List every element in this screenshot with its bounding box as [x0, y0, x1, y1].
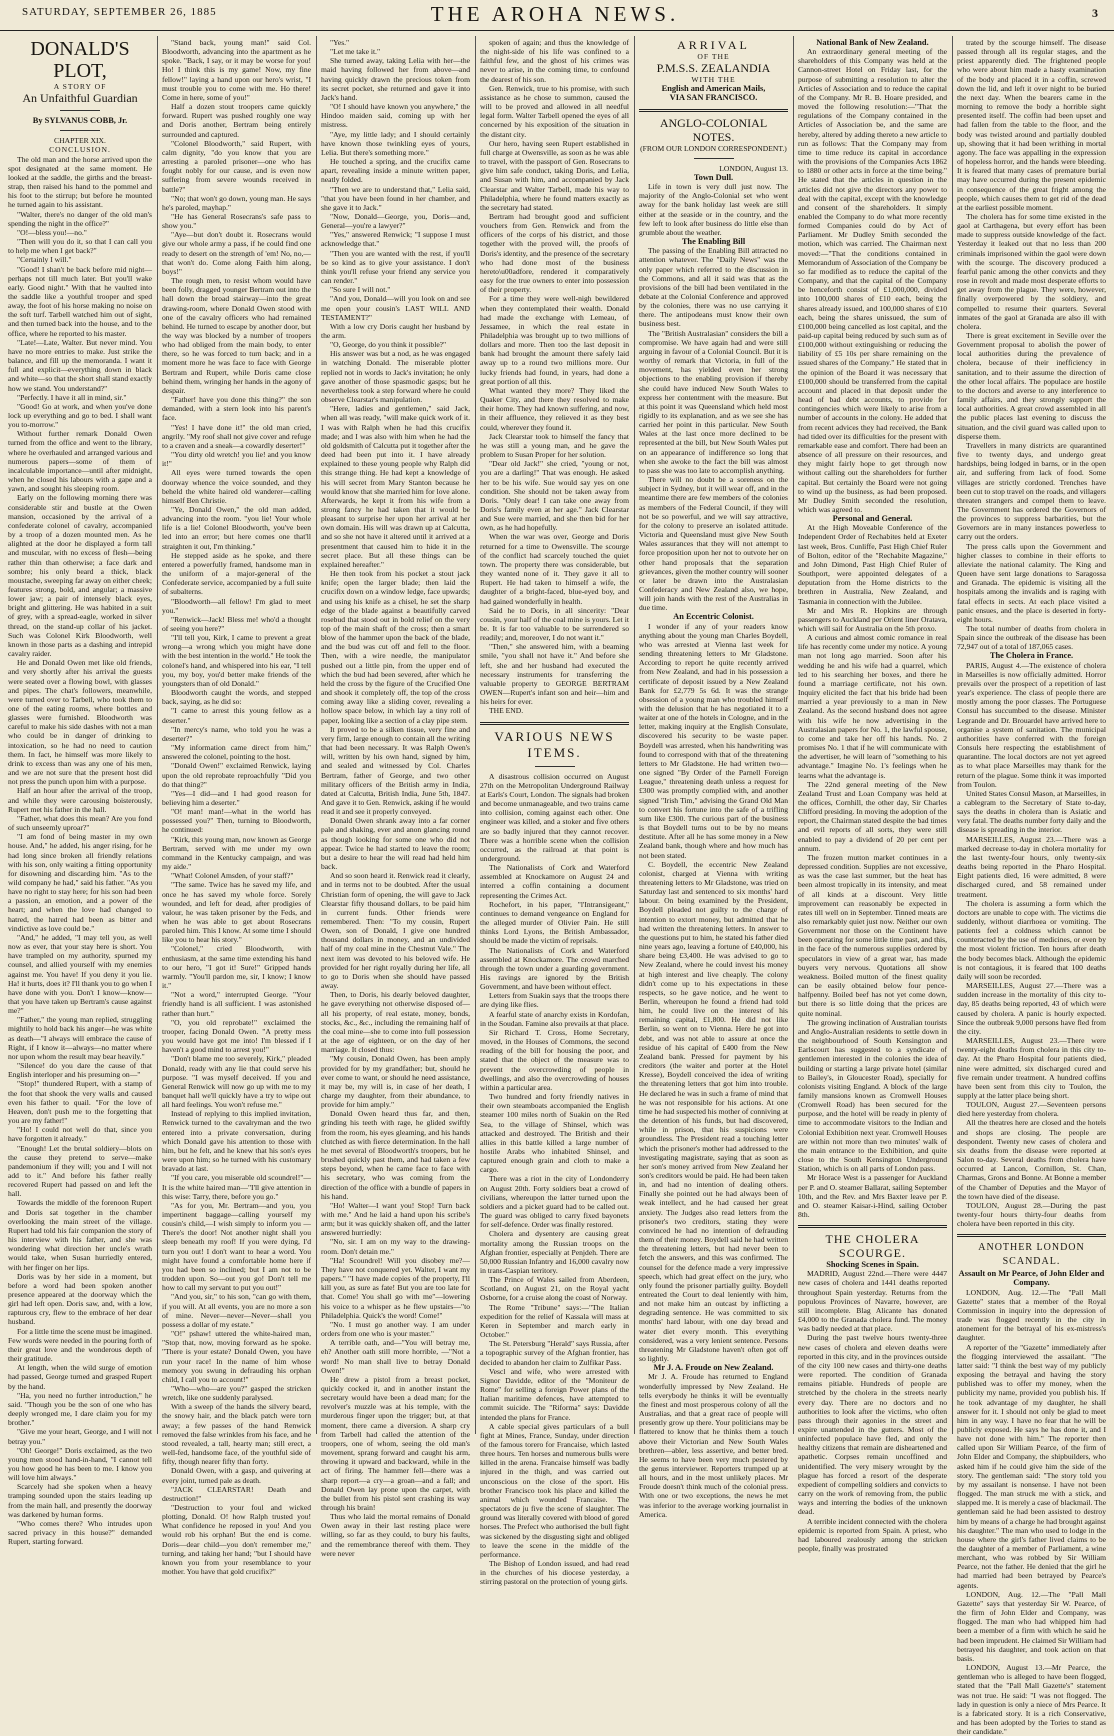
paragraph: Said he to Doris, in all sincerity: "Dear cousin, your half of the coal mine is yours. Let it be. It is far too valuable to be surrendered so readily; and, moreover, I do not want it." [480, 605, 629, 643]
section-body [639, 622, 788, 1364]
column-rule [793, 36, 794, 1434]
paragraph: When the war was over, George and Doris returned for a time to Owensville. The scourge of the conflict had scarcely touched the quiet town. The property there was considerable, but they wanted none of it. They gave it all to Rupert. He had taken to himself a wife, the daughter of a bright-faced, blue-eyed boy, and had gained wonderfully in health. [480, 532, 629, 606]
paragraph: A disastrous collision occurred on August 27th on the Metropolitan Underground Railway at Earls's Court, London. The signals had broken and become unmanageable, and two trains came into collision, coming against each other. One engineer was killed, and a stoker and five others are so badly injured that they cannot recover. There was a horrible scene when the collision occurred, as the railroad at that point is underground. [480, 771, 629, 863]
paragraph: "Colonel," cried Bloodworth, with enthusiasm, at the same time extending his hand to our hero, "I got it! Sure!" Gripped hands warmly. "You'll pardon me, sir, I know; I know it." [162, 944, 311, 991]
paragraph: "I am fond of being master in my own house. And," he added, his anger rising, for he had long since broken all friendly relations with his son, only waiting a fitting opportunity for disowning and discarding him. "As to the wild company he had," said his father. "As you have no right to stay here; for his son had been a passion, an emotion, and a power of the heart; and when the love had changed to hatred, the hatred had been as bitter and vindictive as love could be." [8, 832, 152, 933]
paragraph: He touched a spring, and the crucifix came apart, revealing inside a minute written paper, neatly folded. [321, 157, 470, 185]
paragraph: "Then will you do it, so that I can call you to help me when I get back?" [8, 237, 152, 256]
paragraph: The growing inclination of Australian tourists and Anglo-Australian residents to settle down in the neighbourhood of South Kensington and Earlscourt has suggested to a syndicate of gentlemen interested in the colonies the idea of building or starting a large private hotel (similar to Bailey's, in Gloucester Road), specially for colonists visiting England. A block of the large family mansions known as Cromwell Houses (Cromwell Road) has been secured for the purpose, and the hotel will be ready in plenty of time to accommodate visitors to the Indian and Colonial Exhibition next year. Cromwell Houses are within not more than two minutes' walk of the main entrance to the Exhibition, and quite close to the South Kensington Underground Station, which is on all parts of London pass. [798, 1017, 947, 1174]
paragraph: The 22nd general meeting of the New Zealand Trust and Loan Company was held at the offices, Cornhill, the other day, Sir Charles Clifford presiding. In moving the adoption of the report, the Chairman stated despite the bad times and evil reports of all sorts, they were still enabled to pay a dividend of 20 per cent per annum. [798, 779, 947, 853]
story-body [8, 155, 152, 1547]
paragraph: There was a riot in the city of Londonderry on August 20th. Forty soldiers beat a crowd of civilians, whereupon the latter turned upon the soldiers and a picket guard had to be called out. The guard was obliged to carry fixed bayonets for self-defence. Order was finally restored. [480, 1174, 629, 1230]
paragraph: He stepped aside as he spoke, and there entered a powerfully framed, handsome man in the uniform of a major-general of the Confederate service, accompanied by a full suite of subalterns. [162, 550, 311, 597]
mails-heading: English and American Mails, [661, 84, 766, 94]
paragraph: Two hundred and forty friendly natives in their own steamboats accompanied the English steamer 100 miles north of Suakin on the Red Sea, to the village of Shinsel, which was attacked and destroyed. The British and their allies in this battle killed a large number of hostile Arabs who inhabited Shinsel, and captured enough grain and cloth to make a cargo. [480, 1092, 629, 1175]
cholera-body-continued [957, 38, 1106, 651]
paragraph: "No, sir. I am on my way to the drawing-room. Don't detain me." [321, 1237, 470, 1256]
section-heading: An Eccentric Colonist. [673, 612, 754, 622]
paragraph: The old man and the horse arrived upon the spot designated at the same moment. He looked at the saddle, the girths and the breast-strap, then raised his hand to the pommel and his foot to the stirrup; but before he mounted he turned again to his assistant. [8, 154, 152, 210]
paragraph: "No; that won't go down, young man. He says he's paroled, mayhap." [162, 193, 311, 212]
paragraph: Bloodworth caught the words, and stepped back, saying, as he did so: [162, 688, 311, 707]
paragraph: "My cousin, Donald Owen, has been amply provided for by my grandfather; but, should he ever come to want, or should he need assistance, it may be, my will is, in case of her death, I charge my daughter, from their abundance, to provide for him amply." [321, 1054, 470, 1110]
story-ending [480, 38, 629, 716]
paragraph: For a little time the scene must be imagined. Few words were needed in the pouring forth of their great love and the wonderous depth of their gratitude. [8, 1326, 152, 1364]
paragraph: "O!" pshaw! uttered the white-haired man, "Stop that, now, moving forward as he spoke. "There is your estate? Donald Owen, you have run your race! In the name of him whose memory you swung in defrauding his orphan child, I call you to account!" [162, 1329, 311, 1384]
paragraph: The press calls upon the Government and higher classes to combine in their efforts to alleviate the national calamity. The King and Queen have sent large donations to Saragossa and Granada. The epidemic is visiting all the hospitals among the invalids and is raging with fatal effects in sects. At each place visited a panic ensues, and the place is deserted in forty-eight hours. [957, 541, 1106, 624]
paragraph: "Certainly I will." [17, 255, 72, 265]
column-5 [639, 38, 788, 1519]
paragraph: A curious and almost comic romance in real life has recently come under my notice. A young man not long ago married. Soon after his wedding he and his wife had a quarrel, which led to his searching her boxes, and there he found a marriage certificate, not his own. Inquiry elicited the fact that his bride had been married a year previously to a man in New Zealand. As the second husband does not agree with his wife he now advertising in the Australasian papers for No. 1, the lawful spouse, to come and take her off his hands. No. 2 promises No. 1 that if he will communicate with the advertiser, he will learn of "something to his advantage." Imagine No. 1's feelings when he learns what the advantage is. [798, 633, 947, 780]
section-heading: The Cholera in France. [989, 651, 1074, 661]
paragraph: "Who comes there? Who intrudes upon sacred privacy in this house?" demanded Rupert, starting forward. [8, 1518, 152, 1547]
paragraph: Jack Clearstar took to himself the fancy that he was still a young man, and he gave the problem to Susan Proper for her solution. [480, 431, 629, 460]
paragraph: The cholera is assuming a form which the doctors are unable to cope with. The victims die suddenly, without diarrhoea or vomiting. The patients feel a coldness which cannot be counteracted by the use of medicines, or even by the most violent friction. Ten hours after death the body becomes black. Although the epidemic is not contagious, it is feared that 100 deaths daily will soon be recorded. [957, 898, 1106, 981]
paragraph: Mr and Mrs R. Hopkins are through passengers to Auckland per Orient liner Oratava, which will sail for Australia on the 5th proxo. [798, 605, 947, 633]
column-rule [952, 36, 953, 1434]
paragraph: MARSEILLES, August 23.—There were twenty-eight deaths from cholera in this city to-day. At the Pharo Hospital four patients died, nine were admitted, six discharged cured and five remain under treatment. A hundred coffins have been sent from this city to Toulon, the supply at the latter place being short. [957, 1036, 1106, 1100]
paragraph: "And," he added, "I may tell you, as well now as ever, that your stay here is short. You have trampled on my authority, spurned my counsel, and allied yourself with my enemies against me. You have! If you deny it you lie. Ha! it hurts, does it? I'll thank you to go when I have done with you. Don't I know—know—that you have taken up Bertram's cause against me?" [8, 932, 152, 1016]
paragraph: All the theatres here are closed and the hotels and shops are closing. The people are despondent. Twenty new cases of cholera and six deaths from the disease were reported at Salon to-day. Several deaths from cholera have occurred at Lancon, Cornillon, St. Chan, Charmas, Grons and Bonne. At Bonne a member of the Chamber of Deputies and the Mayor of the town have died of the disease. [957, 1118, 1106, 1201]
paragraph: MARSEILLES, August 27.—There was a sudden increase in the mortality of this city to-day, 85 deaths being reported, 43 of which were caused by cholera. A panic is hourly expected. Since the outbreak 9,000 persons have fled from the city. [957, 981, 1106, 1036]
paragraph: "Good! Go at work, and when you've done lock up everything and go to bed. I shall want you to-morrow." [8, 401, 152, 430]
paragraph: LONDON, August 13.—Mr Pearce, the gentleman who is alleged to have been flogged, stated that the "Pall Mall Gazette's" statement was not true. He said: "I was not flogged. The lady in question is only a niece of Mrs Pearce. It is a fabricated story. It is a rich Conservative, and has been adopted by the Tories to stand as their candidate." [957, 1663, 1106, 1736]
paragraph: What wanted they more? They liked the Quaker City, and there they resolved to make their home. They had known suffering, and now, in their affluence, they relieved it as they best could, wherever they found it. [480, 385, 629, 432]
paragraph: The total number of deaths from cholera in Spain since the outbreak of the disease has been 72,947 out of a total of 187,065 cases. [957, 624, 1106, 652]
chapter-subheading: CONCLUSION. [49, 145, 111, 155]
paragraph: Letters from Suakin says that the troops there are dying like flies. [480, 991, 629, 1010]
paragraph: The Prince of Wales sailed from Aberdeen, Scotland, on August 21, on the Royal yacht Osborne, for a cruise along the coast of Norway. [480, 1275, 629, 1303]
masthead-date: SATURDAY, SEPTEMBER 26, 1885 [22, 6, 217, 18]
paragraph: "JACK CLEARSTAR! Death and destruction!" [162, 1484, 311, 1503]
story-title: DONALD'S PLOT, [30, 38, 130, 82]
paragraph: "Then," she answered him, with a beaming smile, "you shall not have it." And before she left, she and her husband had executed the necessary instruments for transferring the valuable property to GEORGE BERTRAM OWEN—Rupert's infant son and heir—him and his heirs for ever. [480, 642, 629, 707]
paragraph: Early on the following morning there was considerable stir and bustle at the Owen mansion, occasioned by the arrival of a confederate colonel of cavalry, accompanied by a troop of a dozen mounted men. As he alighted at the door he displayed a form tall and muscular, with no excess of flesh—being rather thin than otherwise; a face dark and sombre; his only beard a thick, black moustache, sweeping far away on either cheek; features strong, bold, and angular; a massive lower jaw; a pair of intensely black eyes, bright and glittering. He was habited in a suit of grey, with a spread-eagle, worked in silver thread, on the stand-up collar of his jacket. Such was Colonel Kirk Bloodworth, well known in those parts as a dashing and intrepid cavalry raider. [8, 493, 152, 659]
paragraph: LONDON, Aug. 12.—The "Pall Mall Gazette" says that yesterday Sir W. Pearce, of the firm of John Elder and Company, was flogged. The man who had whipped him had been a member of a firm with which he said he had been imprudent. He claimed Sir William had betrayed his daughter, and took action on that basis. [957, 1589, 1106, 1663]
paragraph: "He has General Rosecrans's safe pass to show you." [162, 211, 311, 231]
paragraph: The cholera has for some time existed in the gaol at Carthagena, but every effort has been made to suppress outside knowledge of the fact. Yesterday it leaked out that no less than 200 criminals imprisoned within the gaol were down with the scourge. The discovery produced a fearful panic among the other convicts and they rose in revolt and made most desperate efforts to get away from the plague. They were, however, finally overpowered by the soldiery, and compelled to resume their quarters. Several inmates of the gaol at Granada are also ill with cholera. [957, 211, 1106, 331]
paragraph: "What! Colonel Amsden, of your staff?" [171, 871, 294, 881]
paragraph: It proved to be a silken tissue, very fine and very firm, large enough to contain all the writing that had been necessary. It was Ralph Owen's will, written by his own hand, signed by him, and sealed and witnessed by Col. Charles Bertram, father of George, and two other military officers of the British army in India, dated at Calcutta, British India, June 5th, 1847. And gave it to Gen. Renwick, asking if he would read it and see it properly conveyed. [321, 724, 470, 817]
paragraph: Half a dozen stout troopers came quickly forward. Rupert was pushed roughly one way and Doris another, Bertram being entirely surrounded and captured. [162, 102, 311, 139]
paragraph: United States Consul Mason, at Marseilles, in a cablegram to the Secretary of State to-day, says the deaths in cholera than is Asiatic and very fatal. The deaths number forty daily and the disease is spreading in the interior. [957, 788, 1106, 835]
paragraph: "Yes! I have done it!" the old man cried, angrily. "My roof shall not give cover and refuge to a craven and a sneak—a cowardly deserter!" [162, 422, 311, 450]
paragraph: "Let me take it." [330, 47, 381, 57]
story-body-continued [162, 38, 311, 1576]
paragraph: "Good! I shan't be back before mid night—perhaps not till much later. But you'll wake early. Good night." With that he vaulted into the saddle like a youthful trooper and sped away, the foot of his horse making no noise on the soft turf. Tarbell watched him out of sight, and then turned back into the house, and to the office, where he reported to his master. [8, 264, 152, 338]
paragraph: "Bloodworth—all fellow! I'm glad to meet you." [162, 596, 311, 615]
paragraph: The St. Petersburg "Herald" says Russia, after a topographic survey of the Afghan frontier, has decided to abandon her claim to Zulfikar Pass. [480, 1339, 629, 1367]
various-news-heading: VARIOUS NEWS ITEMS. [494, 728, 615, 760]
section-heading: Mr J. A. Froude on New Zealand. [653, 1363, 774, 1373]
cholera-subheading: Shocking Scenes in Spain. [826, 1260, 919, 1270]
via-heading: VIA SAN FRANCISCO. [669, 93, 758, 103]
paragraph: Instead of replying to this implied invitation, Renwick turned to the cavalryman and the two entered into a private conversation, during which Donald gave his attention to those with him, but he felt, and he knew that his son's eyes were upon him; so he turned with his customary bravado at last. [162, 1109, 311, 1174]
paragraph: "O, you old reprobate!" exclaimed the trooper, facing Donald Owen. "A pretty mess you would have got me into! I'm blessed if I haven't a good mind to arrest you!" [162, 1017, 311, 1055]
paragraph: "The same. Twice has he saved my life, and once he has saved my whole force. Sorely wounded, and left for dead, after prodigies of valour, he was taken prisoner by the Feds, and when he was able to get about Rosecrans paroled him. This I know. At some time I should like you to hear his story." [162, 880, 311, 945]
paragraph: Our hero, having seen Rupert established in full charge at Owensville, as soon as he was able to travel, with the passport of Gen. Rosecrans to give him safe conduct, taking Doris, and Lelia, and Susan with him, and accompanied by Jack Clearstar and Walter Tarbell, made his way to Philadelphia, where he found matters exactly as the secretary had stated. [480, 138, 629, 212]
paragraph: "Now, Donald—George, you, Doris—and, General—you're a lawyer?" [321, 211, 470, 231]
paragraph: "Ho! Walter—I want you! Stop! Turn back with me." And he laid a hand upon his scribe's arm; but it was quickly shaken off, and the latter answered hurriedly: [321, 1200, 470, 1238]
paragraph: "Enough! Let the brutal soldiery—blots on the cause they pretend to serve—make pandemonium if they will; you and I will not add to it." And before his father really recovered Rupert had passed on and left the hall. [8, 1143, 152, 1199]
paragraph: "And you, sir," to his son, "can go with them, if you will. At all events, you are no more a son of mine. Never—never—Never—shall you possess a dollar of my estate." [162, 1292, 311, 1329]
paragraph: "Yes—I did—and I had good reason for believing him a deserter." [162, 788, 311, 807]
paragraph: With a sweep of the hands the silvery beard, the snowy hair, and the black patch were torn away; a few passes of the hand Renwick removed the false wrinkles from his face, and he stood revealed, a tall, hearty man; still erect, a well-fed, handsome face, of the youthful side of fifty, though nearer fifty than forty. [162, 1402, 311, 1467]
paragraph: A cable special gives particulars of a bull fight at Mines, France, Sunday, under direction of the famous torero for Francaise, which lasted three hours. Ten horses and numerous bulls were killed in the arena. Francaise himself was badly injured in the thigh, and was carried out unconscious on the close of the sport. His brother Francisco took his place and killed the animal which wounded Francaise. The spectators de ju five the scene of slaughter. The ground was literally covered with blood of gored horses. The Prefect who authorised the bull fight was sickened by the disgusting sight and obliged to leave the scene in the middle of the performance. [480, 1421, 629, 1559]
paragraph: "Ho! I could not well do that, since you have forgotten it already." [8, 1125, 152, 1144]
paragraph: With a low cry Doris caught her husband by the arm. [321, 321, 470, 340]
paragraph: "Destruction to your foul and wicked plotting, Donald. O! how Ralph trusted you! What confidence he reposed in you! And you would rob his orphan! But the end is come. Doris—dear child—you don't remember me," turning, and taking her hand; "but I should have known you from your resemblance to your mother. You have that gold crucifix?" [162, 1503, 311, 1577]
paragraph: Life in town is very dull just now. The majority of the Anglo-Colonial set who went away for the bank holiday last week are still either at the seaside or in the country, and the few left to look after business do little else than grumble about the weather. [639, 182, 788, 237]
paragraph: All eyes were turned towards the open doorway whence the voice sounded, and they beheld the white haired old wanderer—calling himself Ben Christie. [162, 468, 311, 505]
paragraph: The Rome "Tribune" says:—"The Italian expedition for the relief of Kassala will mass at Keren in September and march early in October." [480, 1302, 629, 1340]
paragraph: "Not a word," interrupted George. "Your friendly hand is all sufficient. I was astonished rather than hurt." [162, 990, 311, 1018]
paragraph: "Then you are wanted with the rest, if you'll be so kind as to give your assistance. I don't think you'll refuse your friend any service you can render." [321, 248, 470, 286]
paragraph: Cholera and dysentery are causing great mortality among the Russian troops on the Afghan frontier, especially at Penjdeh. There are 50,000 Russian Infantry and 16,000 cavalry now in trans-Caspian territory. [480, 1229, 629, 1275]
paragraph: Mr Horace West is a passenger for Auckland per P. and O. steamer Ballarat, sailing September 10th, and the Rev. and Mrs Baxter leave per P. and O. steamer Kaisar-i-Hind, sailing October 8th. [798, 1173, 947, 1219]
cholera-body [798, 1269, 947, 1553]
paragraph: MARSEILLES, August 23.—There was a marked decrease to-day in cholera mortality for the last twenty-four hours, only twenty-six deaths being reported in the Pharo Hospital. Eight patients died, 16 were admitted, 8 were discharged cured, and 58 remained under treatment. [957, 834, 1106, 899]
paragraph: "Stand back, young man!" said Col. Bloodworth, advancing into the apartment as he spoke. "Back, I say, or it may be worse for you! Ho! I think this is my game! Now, my fine fellow!" laying a hand upon our hero's wrist, "I must trouble you to come with me. Ho there! Come in here, some of you!" [162, 38, 311, 102]
ship-name: P.M.S.S. ZEALANDIA [656, 61, 771, 76]
paragraph: The Nationalists of Cork and Waterford assembled at Knockamore on August 24 and interred a coffin containing a document representing the Crimes Act. [480, 863, 629, 900]
paragraph: A terrible oath, and—"You will betray me, eh? Another oath still more horrible, —"Not a word! No man shall live to betray Donald Owen!" [321, 1338, 470, 1375]
column-7 [957, 38, 1106, 1736]
section-body [957, 661, 1106, 1229]
column-1 [8, 38, 152, 1547]
correspondent-line: (FROM OUR LONDON CORRESPONDENT.) [640, 143, 787, 153]
paragraph: "Ha, you need no further introduction," he said. "Though you be the son of one who has deeply wronged me, I dare claim you for my brother." [8, 1390, 152, 1428]
story-body-continued [321, 38, 470, 1558]
paragraph: "Colonel Bloodworth," said Rupert, with calm dignity, "do you know that you are arresting a paroled prisoner—one who has fought nobly for our cause, and is even now suffering from severe wounds received in battle?" [162, 138, 311, 194]
paragraph: "If you care, you miserable old scoundrel!"—It is the white haired man—"I'll give attention in this wise: Tarry, there, before you go." [162, 1173, 311, 1201]
column-rule [316, 36, 317, 1434]
paragraph: He drew a pistol from a breast pocket, quickly cocked it, and in another instant the secretary would have been a dead man; for the revolver's muzzle was at his temple, with the murderous finger upon the trigger; but, at that moment, there came a diversion. A sharp cry from Tarbell had called the attention of the troopers, one of whom, seeing the old man's movement, sprang forward and caught his arm, throwing it upward and backward, while in the act of firing. The hammer fell—there was a sharp report—a cry—a groan—and a fall; and Donald Owen lay prone upon the carpet, with the bullet from his pistol sent crashing its way through his brain! [321, 1374, 470, 1512]
paragraph: "Aye—but don't doubt it. Rosecrans would give our whole army a pass, if he could find one ready to desert on the strength of 'em! No, no,—that won't do. Come along Faith him along, boys!" [162, 230, 311, 276]
paragraph: At length, when the wild surge of emotion had passed, George turned and grasped Rupert by the hand. [8, 1363, 152, 1391]
paragraph: There will no doubt be a soreness on the subject in Sydney, but it will wear off, and in the meantime there are few members of the colonies as members of the Federal Council, if they will not be so powerful, and we will say attractive, for the colony to preserve an isolated attitude. Victoria and Queensland must give New South Wales assurances that they will not attempt to force proposition upon her not to outvote her on other hand proposals that the separation grievances, given the mother country will sooner or later be drawn into the Australasian Confederacy and New Zealand also, we hope, will join hands with the rest of the Australias in due time. [639, 475, 788, 613]
paragraph: C. Boydell, the eccentric New Zealand colonist, charged at Vienna with writing threatening letters to Mr Gladstone, was tried on Saturday last and sentenced to six months' hard labour. On being examined by the President, Boydell pleaded not guilty to the charge of intention to extort money, but admitted that he had written the threatening letters. In answer to the questions put to him, he stated his father died nine years ago, leaving a fortune of £40,000, his share being £3,400. He was advised to go to New Zealand, where he could invest his money at high interest and live cheaply. The colony didn't come up to his expectations in these respects, so he gave notice, and he went to Berlin, whereupon he found a friend had told him, he could live on the interest of his remaining capital, £1,800. He did not like Berlin, so went on to Vienna. Here he got into debt, and was not able to assure at once the residue of his capital of £400 from the New Zealand bank. Pressed for payment by his creditors (the waiter and porter at the Hotel Kresse), Boydell conceived the idea of writing the threatening letters that got him into trouble. He declared he was in such a frame of mind that he was not responsible for his actions. At one time he had suspected his mother of conniving at the detention of his funds, but had discovered, while in prison, that his suspicions were groundless. The President read a touching letter which the prisoner's mother had addressed to the investigating magistrate, saying that as soon as her son's money arrived from New Zealand her son's creditors would be paid. He had been taken in, and had no intention of dealing others. Finally she pointed out he had always been of weak intellect, and he had caused her great anxiety. The Judges also read letters from the prisoner's two creditors, stating they were convinced he had no intention of defrauding them of their money. Boydell said he had written the threatening letters, but had never been to fetch the answers, and this was confirmed. The counsel for the defence made a very impressive speech, which had great effect on the jury, who only found the prisoner partially guilty. Boydell entreated the Court to deal leniently with him, and not make him an outcast by inflicting a degrading sentence. He was committed to six months' hard labour, with one day bread and water diet every month. This everything considered, was a very lenient sentence. Persons threatening Mr Gladstone haven't often got off so lightly. [639, 859, 788, 1364]
story-kicker: A STORY OF [53, 82, 107, 91]
paragraph: The passing of the Enabling Bill attracted no attention whatever. The "Daily News" was the only paper which referred to the discussion in the Commons, and all it said was that as the provisions of the bill had been ventilated in the debate at the Colonial Conference and approved by the colonies, there was no use carrying it there. The antipodeans must know their own business best. [639, 246, 788, 329]
paragraph: "Oh! George!" Doris exclaimed, as the two young men stood hand-in-hand, "I cannot tell you how good he has been to me. I know you will love him always." [8, 1445, 152, 1483]
paragraph: "Father! have you done this thing?" the son demanded, with a stern look into his parent's face. [162, 395, 311, 423]
paragraph: A terrible incident connected with the cholera epidemic is reported from Spain. A priest, who had laboured zealously among the stricken people, finally was prostrated [798, 1516, 947, 1553]
paragraph: "O! man! man!—what in the world has possessed you?" Then, turning to Bloodworth, he continued: [162, 807, 311, 835]
paragraph: Travellers in many districts are quarantined five to twenty days, and undergo great hardships, being lodged in barns, or in the open air, and suffering from lack of food. Some villages are strictly cordoned. Trenches have been cut to stop travel on the roads, and villagers threaten strangers and compel them to leave. The Government has ordered the Governors of the provinces to suppress barbarities, but the Governors are in many instances powerless to carry out the orders. [957, 440, 1106, 542]
column-3 [321, 38, 470, 1558]
paragraph: "O, George, do you think it possible?" [330, 340, 447, 350]
paragraph: "O!—bless you!—no." [17, 227, 87, 237]
paragraph: TOULON, August 27.—Seventeen persons died here yesterday from cholera. [957, 1100, 1106, 1119]
paragraph: Mr J. A. Froude has returned to England wonderfully impressed by New Zealand. He tells everybody he thinks it will be eventually the finest and most prosperous colony of all the Australias, and that a great race of people will presently grow up there. Your politicians may be flattered to know that he thinks them a touch above their Victorian and New South Wales brethren—abler, less assertive, and better bred. He seems to have been very much pestered by the genus interviewer. Reporters trumped up at all hours, and in the most unlikely places. Mr Froude doesn't think much of the colonial press. With one or two exceptions, the news he met was inferior to the average working journalist in America. [639, 1372, 788, 1519]
paragraph: "My information came direct from him," answered the colonel, pointing to the host. [162, 743, 311, 762]
paragraph: "Give me your heart, George, and I will not betray you." [8, 1427, 152, 1446]
paragraph: "Perfectly. I have it all in mind, sir." [17, 392, 127, 402]
story-subtitle: An Unfaithful Guardian [22, 91, 138, 106]
paragraph: "Father," the young man replied, struggling mightily to hold back his anger—he was white as death—"I always will embrace the cause of Right, if I know it—always—no matter where nor upon whom the result may bear heavily." [8, 1015, 152, 1061]
paragraph: Gen. Renwick, true to his promise, with such assistance as he chose to summon, caused the will to be proved and allowed in all needful legal form. Walter Tarbell opened the eyes of all concerned by his exposition of the situation in the distant city. [480, 83, 629, 139]
paragraph: "As for you, Mr. Bertram—and you, you impertinent baggage—calling yourself my cousin's child,—I wish simply to inform you —There's the door! Not another night shall you sleep beneath my roof! If you were dying, I'd turn you out! I don't want to hear a word. You might have found a comfortable home here if you had been so inclined; but I am not to be trodden upon. So—out you go! Don't tell me how to call my servant to put you out!" [162, 1200, 311, 1293]
paragraph: "Father, what does this mean? Are you fond of such unseemly uproar?" [8, 813, 152, 833]
scandal-subheading: Assault on Mr Pearce, of John Elder and Company. [958, 1269, 1105, 1288]
masthead-page-number: 3 [1092, 6, 1098, 20]
column-4 [480, 38, 629, 1587]
paragraph: The "British Australasian" considers the bill a compromise. We have again had and were still arguing in favour of a Colonial Council. But it is worthy of remark that Victoria, in full of the movement, has yielded even her strong objections to the enabling provision if thereby she could have induced New South Wales to express her contentment with the measure. But at this point it was Queensland which held most rigidly to its explanation, and as we see she has carried her point in this particular. New South Wales at the last once more declined to be represented at the bill, but New South Wales put on an appearance of indifference so long that when she awoke to the fact the bill was almost to pass she was too late to accomplish anything. [639, 328, 788, 475]
paragraph: MADRID, August 22nd.—There were 4447 new cases of cholera and 1441 deaths reported throughout Spain yesterday. Returns from the populous Provinces of Navarre, however, are still incomplete. Blag Alicante has donated £4,000 to the Granada cholera fund. The money was badly needed at that place. [798, 1269, 947, 1334]
paragraph: During the past twelve hours twenty-three new cases of cholera and eleven deaths were reported in this city, and in the provinces outside of the city 100 new cases and thirty-one deaths were reported. The condition of Granada remains pitiable. Hundreds of people are stretched by the cholera in the streets nearly every day. There are no doctors and no authorities to look after the victims, who often pass through their agonies in the street and expire unattended in the gutters. Most of the uninfected populace have fled, and only the healthy citizens that remain are disheartened and apathetic. Corpses remain uncoffined and unidentified. The very misery wrought by the plague has forced a resort of the desperate expedient of compelling soldiers and convicts to carry on the work of removing from, the public ways and interring the bodies of the unknown dead. [798, 1333, 947, 1517]
story-byline: By SYLVANUS COBB, Jr. [32, 116, 128, 126]
paragraph: "Yes." [330, 38, 350, 47]
paragraph: spoken of again; and thus the knowledge of the night-side of his life was confined to a faithful few, and the ghost of his crimes was never to arise, in the coming time, to confound the dearest of his son. [480, 38, 629, 84]
paragraph: Towards the middle of the forenoon Rupert and Doris sat together in the chamber overlooking the main street of the village. Rupert had told his fair companion the story of his interview with his father, and she was wondering what direction her uncle's wrath would take, when Susan hurriedly entered, with her finger on her lips. [8, 1198, 152, 1272]
section-body [639, 182, 788, 237]
masthead-title: THE AROHA NEWS. [430, 2, 680, 26]
paragraph: "Don't blame me too severely, Kirk," pleaded Donald, ready with any lie that could serve his purpose. "I was myself deceived. If you and General Renwick will now go up with me to my banquet hall we'll quickly have a try to wipe out all hard feelings. You won't refuse me." [162, 1054, 311, 1110]
paragraph: At the High Moveable Conference of the Independent Order of Rechabites held at Exeter last week, Bros. Cunliffe, Past High Chief Ruler of Bolton, editor of the "Rechabite Magazine," and John Dimond, Past High Chief Ruler of Southport, were appointed delegates of a deputation from the Home districts to the brethren in Australia, New Zealand, and Tasmania in connection with the Jubilee. [798, 523, 947, 606]
paragraph: A fearful state of anarchy exists in Kordofan, in the Soudan. Famine also prevails at that place. [480, 1009, 629, 1028]
paragraph: "Yes," answered Renwick; "I suppose I must acknowledge that." [321, 230, 470, 249]
paragraph: Scarcely had she spoken when a heavy tramping sounded upon the stairs leading up from the main hall, and presently the doorway was darkened by human forms. [8, 1482, 152, 1519]
section-heading: The Enabling Bill [681, 237, 746, 247]
paragraph: Without further remark Donald Owen turned from the office and went to the library, where he overhauled and arranged various and numerous papers—some of them of incalculable importance—until after midnight, when he closed his labours with a gape and a yawn, and sought his sleeping room. [8, 429, 152, 494]
paragraph: Bertram had brought good and sufficient vouchers from Gen. Renwick and from the officers of the corps of his district, and those together with the proved will, the proofs of Doris's identity, and the presence of the secretary who had done most of the business hereto\u00adfore, rendered it comparatively easy for the true owners to enter into possession of their property. [480, 211, 629, 295]
paragraph: trated by the scourge himself. The disease passed through all its regular stages, and the priest apparently died. The frightened people who were about him made a hasty examination of the body and placed it in a coffin, screwed down the lid, and left it over night to be buried the next day. When the bearers came in the morning to remove the body a horrible sight presented itself. The coffin had been upset and had fallen from the table to the floor, and the body was twisted around and partially doubled up, showing that it had been writhing in mortal agony. The face was appalling in the expression of hopeless horror, and the hands were bleeding. It is feared that many cases of premature burial may have occurred during the present epidemic in consequence of the great fright among the people, which causes them to get rid of the dead at the earliest possible moment. [957, 38, 1106, 212]
paragraph: "I'll tell you, Kirk, I came to prevent a great wrong—a wrong which you might have done with the best intention in the world." He took the colonel's hand, and whispered into his ear, "I tell you, my boy, you'd better make friends of the youngsters than of old Donald." [162, 633, 311, 688]
paragraph: His answer was but a nod, as he was engaged in watching Donald. The miserable plotter replied not in words to Jack's invitation; he only gave another of those spasmodic gasps; but he nevertheless took a step forward where he could observe Clearstar's manipulation. [321, 349, 470, 405]
paragraph: Rochefort, in his paper, "l'Intransigeant," continues to demand vengeance on England for the alleged murder of Olivier Pain. He still thinks Lord Lyons, the British Ambassador, should be made the victim of reprisals. [480, 899, 629, 946]
paragraph: He then took from his pocket a stout jack knife; open the larger blade; then laid the crucifix down on a window ledge, face upwards; and using his knife as a chisel, he set the sharp edge of the blade against a beautifully carved rosebud that stood out in bold relief on the very top of the main shaft of the cross; then a smart blow of the hammer upon the back of the blade, and the bud was cut off and fell to the floor. Then, with a wire needle, the manipulator pushed out a little pin, from the upper end of which the bud had been severed, after which he held the cross by the figure of the Crucified One and shook it completely off, the top of the cross coming away like a sliding cover, revealing a hollow space below, in which lay a tiny roll of paper, looking like a section of a clay pipe stem. [321, 569, 470, 725]
paragraph: "And you, Donald—will you look on and see me open your cousin's LAST WILL AND TESTAMENT?" [321, 294, 470, 322]
paragraph: I wonder if any of your readers know anything about the young man Charles Boydell, who was arrested at Vienna last week for sending threatening letters to Mr Gladstone. According to report he quite recently arrived from New Zealand, and had in his possession a certificate of deposit issued by a New Zealand Bank for £2,779 5s 6d. It was the strange obsession of a young man who troubled himself with the delusion that he has negotiated it to a waiter at one of the hotels in Cologne, and in the letter, making inquiry at the English Consulate, discovered his security to be waste paper. Boydell was arrested, when his handwriting was found to correspond with that of the threatening letters to Mr Gladstone. He had written two—one signed "By Order of the Parnell Foreign League," threatening death unless a request for £300 was promptly complied with, and another signed "Irish Tim," advising the Grand Old Man to convert his fortune into the safe of a trifling sum like £300. The curious part of the business is that Boydell turns out to be by no means destitute. After all he has some money in a New Zealand bank, though where and how much has not been stated. [639, 621, 788, 860]
section-body [639, 246, 788, 612]
section-body [639, 1372, 788, 1519]
anglo-colonial-heading: ANGLO-COLONIAL NOTES. [659, 115, 768, 144]
column-rule [157, 36, 158, 1434]
paragraph: The rough men, to resist whom would have been folly, dragged younger Bertram out into the hall down the broad stairway—into the great drawing-room, where Donald Owen stood with one of the cavalry officers who had remained behind. He turned to escape by another door, but the way was blocked by a number of troopers who had obliged from the main body, to enter there, so he was forced to turn back; and in a moment more he was face to face with George Bertram and Rupert, while Doris came close behind them, wringing her hands in the agony of despair. [162, 276, 311, 395]
various-news-items [480, 772, 629, 1587]
paragraph: LONDON, Aug. 12.—The "Pall Mall Gazette" states that a member of the Royal Commission in inquiry into the depression of trade was flogged recently in the city in atonement for the betrayal of his ex-mistress's daughter. [957, 1287, 1106, 1343]
paragraph: For a time they were well-nigh bewildered when they contemplated their wealth. Donald had made the exchange with Lemeau, of Jessamee, in which the real estate in Philadelphia was brought up to two millions of dollars and more. Then too the last deposit in bank had brought the amount there safely laid away up to a round two millions more. Our lucky friends had found, in years, had done a great portion of all this. [480, 294, 629, 386]
paragraph: Donald Owen shrank away into a far corner pale and shaking, ever and anon glancing round as though looking for some one who did not appear. Twice he had started to leave the room; but a desire to hear the will read had held him back. [321, 816, 470, 872]
paragraph: "In mercy's name, who told you he was a deserter?" [162, 724, 311, 743]
arrival-of-the: OF THE [697, 52, 730, 61]
paragraph: "Here, ladies and gentlemen," said Jack, when all was ready, "will make quick work of it. I was with Ralph when he had this crucifix made; and I was also with him when he had the old goldsmith of Calcutta put it together after the deed had been put into it. I have already explained to these young people why Ralph did this strange thing. He had kept a knowledge of his will secret from Mary Stanton because he would know that she married him for love alone. Afterwards, he kept it from his wife from a strong fancy he had taken that it would be pleasant to surprise her upon her arrival at her own domain. His will was drawn up at Calcutta, and so she not have it altered until it arrived at a presentment that caused him to hide it in the secret place. But all these things can be explained hereafter." [321, 404, 470, 569]
paragraph: Doris was by her side in a moment, but before a word had been spoken another presence appeared at the doorway which the girl had left open. Doris saw, and, with a low, rapturous cry, flew to the embrace of her dear husband. [8, 1271, 152, 1327]
paragraph: "Aye, my little lady; and I should certainly have known those twinkling eyes of yours, Lelia. But there's something more." [321, 129, 470, 157]
column-rule [475, 36, 476, 1434]
column-2 [162, 38, 311, 1577]
paragraph: Thus who laid the mortal remains of Donald Owen away in their last resting place were willing, so far as they could, to bury his faults, and the remembrance thereof with them. They were never [321, 1512, 470, 1558]
paragraph: An extraordinary general meeting of the shareholders of this Company was held at the Cannon-street Hotel on Friday last, for the purpose of submitting a resolution to alter the Articles of Association and to reduce the capital of the Company. Mr R. B. Hoare presided, and moved the following resolution:—"That the regulations of the Company contained in the Articles of Association be, and the same are hereby, altered by adding thereto a new article to run as follows: That the Company may from time to time reduce its capital in accordance with the provisions of the Companies Acts 1862 to 1880 or other acts in force at the time being." He stated that the articles in question in the articles did not give the directors any power to deal with the capital, except with the knowledge and consent of the shareholders. It simply enabled the Company to do what more recently formed Companies could do by Act of Parliament. Mr Dudley Smith seconded the motion, which was carried. The Chairman next moved:—"That the conditions contained in Memorandum of Association of the Company be so far modified as to reduce the capital of the Company, and that the capital of the Company be henceforth consist of £1,000,000, divided into 100,000 shares of £10 each, being the shares already issued, and 100,000 shares of £10 each, being the shares unissued, the sum of £100,000 being cancelled as lost capital, and the paid-up capital being reduced by such sum as of £100,000 without extinguishing or reducing the liability of £5 10s per share remaining on the issued shares of the Company." He stated that in the opinion of the Board it was necessary that £100,000 should be transferred from the capital account and placed in that deposit under the head of bad debt accounts, to provide for contingencies which were likely to arise from a number of accounts in the colony. He added that from recent advices they had received, the Bank had tided over its difficulties for the present with remarkable ease and comfort. There had been an absence of all pressure on their resources, and they might fairly hope to get through now without calling out the shareholders for further capital. But certainly the Board were not going to wind up the business, as had been proposed. Mr Dudley Smith seconded the resolution, which was agreed to. [798, 47, 947, 514]
paragraph: "Late!—Late, Walter. But never mind. You have no more entries to make. Just strike the balance, and fill up the memoranda. I want it full and explicit—everything down in black and white—so that the short shall stand exactly how we stand. You understand?" [8, 337, 152, 393]
paragraph: Donald Owen, with a gasp, and quivering at every joint, turned pale as death. [162, 1466, 311, 1485]
cholera-heading: THE CHOLERA SCOURGE. [825, 1232, 920, 1261]
arrival-with-the: WITH THE [691, 75, 736, 85]
paragraph: Vescl and wife, who were arrested with Signor Davidde, editor of the "Moniteur de Rome" for selling a foreign Power plans of the Italian maritime defences, have attempted to commit suicide. The "Riforma" says: Davidde intended the plans for France. [480, 1366, 629, 1422]
paragraph: Then, to Doris, his dearly beloved daughter, he gave everything not otherwise disposed of—all his property, of real estate, money, bonds, stocks, &c., &c., including the remaining half of the coal mine—she to come into full possession at the age of eighteen, or on the day of her marriage. It closed thus: [321, 990, 470, 1055]
paragraph: The Bishop of London issued, and had read in the churches of his diocese yesterday, a stirring pastoral on the protection of young girls. [480, 1559, 629, 1587]
column-rule [634, 36, 635, 1434]
paragraph: And so soon heard it. Renwick read it clearly, and in terms not to be doubted. After the usual Christian form of opening, the will gave to Jack Clearstar fifty thousand dollars, to be paid him in current funds. Other friends were remembered. Then: "To my cousin, Rupert Owen, son of Donald, I give one hundred thousand dollars in money, and an undivided half of my coal mine in the Chestnut Vale." The next item was devoted to his beloved wife. He provided for her right royally during her life, all to go to Doris when she should have passed away. [321, 871, 470, 991]
paragraph: "I came to arrest this young fellow as a deserter." [162, 706, 311, 725]
paragraph: THE END. [489, 706, 524, 716]
section-body [798, 523, 947, 1219]
paragraph: Donald Owen heard thus far, and then, grinding his teeth with rage, he glided swiftly from the room, his eyes gleaming, and his hands clutched as with fierce determination. In the hall he met several of Bloodworth's troopers, but he brushed quickly past them, and had taken a few steps beyond, when he came face to face with his secretary, who was coming from the direction of the office with a bundle of papers in his hand. [321, 1109, 470, 1201]
paragraph: "So sure I will not." [330, 285, 391, 295]
paragraph: "Then we are to understand that," Lelia said, "that you have been found in her chamber, and she gave it to Jack." [321, 184, 470, 212]
section-heading: Town Dull. [693, 172, 734, 182]
paragraph: She turned away, taking Lelia with her—the maid having followed her from above—and having quickly drawn the precious token from its secret pocket, she returned and gave it into Jack's hand. [321, 56, 470, 102]
section-heading: Personal and General. [832, 514, 913, 524]
section-body [798, 47, 947, 514]
paragraph: The Nationalists of Cork and Waterford assembled at Knockamore. The crowd marched through the town under a guarding government. His ravings are ignored by the British Government, and have been without effect. [480, 945, 629, 992]
paragraph: "Renwick—Jack! Bless me! who'd a thought of seeing you here?" [162, 614, 311, 633]
paragraph: "Ye, Donald Owen," the old man added, advancing into the room. "you lie! Your whole life is a lie! Colonel Bloodworth, you've been led into an error; but here comes one that'll straighten it out, I'm thinking." [162, 504, 311, 551]
paragraph: Half an hour after the arrival of the troop, and while they were carousing boisterously, Rupert met his father in the hall. [8, 786, 152, 814]
paragraph: "Kirk, this young man, now known as George Bertram, served with me under my own command in the Kentucky campaign, and was my aide." [162, 834, 311, 872]
paragraph: "O! I should have known you anywhere," the Hindoo maiden said, coming up with her mistress. [321, 102, 470, 130]
paragraph: "Dear old Jack!" she cried, "young or not, you are a darling!" That was enough. He asked her to be his wife. Sue would say yes on one condition. She should not be taken away from Doris. "Only dear! I can take one away from Doris's family even at her age." Jack Clearstar and Sue were married, and she then bid for her own, as he had hopefully. [480, 459, 629, 533]
paragraph: TOULON, August 28.—During the past twenty-four hours thirty-four deaths from cholera have been reported in this city. [957, 1200, 1106, 1229]
paragraph: "Who—who—are you?" gasped the stricken wretch, like one suddenly paralysed. [162, 1383, 311, 1403]
paragraph: "Silence! do you dare the cause of that English interloper and his presuming on—" [8, 1061, 152, 1080]
arrival-heading: ARRIVAL [677, 38, 750, 52]
paragraph: "Walter, there's no danger of the old man's spending the night in the office?" [8, 209, 152, 228]
paragraph: The frozen mutton market continues in a depressed condition. Supplies are not excessive, as was the case last summer, but the heat has been almost tropically in its intensity, and meat of all kinds at a discount. Very little improvement can reasonably be expected in rates till well on in September. Tinned meats are also remarkably quiet just now. Neither our own Government nor those on the Continent have been operating for some little time past, and this, in the face of the numerous supplies ordered by speculators in view of a great war, has made buyers very nervous. Quotations all show weakness. Boiled mutton of the finest quality can be easily obtained below four pence-halfpenny. Boiled beef has not yet come down, but there is so little doing that the prices are quite nominal. [798, 852, 947, 1018]
paragraph: "Donald Owen!" exclaimed Renwick, laying upon the old reprobate reproachfully "Did you do that thing?" [162, 761, 311, 789]
paragraph: He and Donald Owen met like old friends, and very shortly after his arrival the guests were seated over a flowing bowl, with glasses and pipes. The chat's followers, meanwhile, were turned over to Tarbell, who took them to one of the eating rooms, where bottles and glasses were furnished. Bloodworth was careful to make his side dashes with not a man who could be in danger of drinking to intoxication, so he had no need to caution them. In fact, he himself was more likely to drink to excess than was any one of his men, and we are not sure that the present host did not press the punch upon him with a purpose. [8, 658, 152, 787]
paragraph: There is great excitement in Seville over the Government proposal to abolish the power of local authorities during the prevalence of cholera, because of their inefficiency in sanitation, and to their assume the direction of the other local affairs. The populace are hostile to the doctors and averse to any interference to family affairs, and they strongly support the local authorities. A great crowd assembled in all the public places last evening to discuss the situation, and the civil guard was called upon to disperse them. [957, 331, 1106, 441]
paragraph: "No. I must go another way. I am under orders from one who is your master." [321, 1319, 470, 1339]
paragraph: "Ha! Scoundrel! Will you disobey me?—They have not conquered yet. Walter, I want my papers." "I have made copies of the property, I'll kill you, as sure as fate! But you are too late for that. Come! You shall go with me"—lowering his voice to a whisper as he flew upstairs—"to Philadelphia. Quick's the word! Come!" [321, 1255, 470, 1320]
paragraph: A reporter of the "Gazette" immediately after the flogging interviewed the assailant. "The latter said: "I think the best way of my publicly exposing the betrayal and having the story published was to offer my money, when the publicity my name, provided you publish his. If he took advantage of my daughter, he shall answer for it. I should not only be glad to meet him in any way. I have no fear that he will be publicly exposed. He says he has done it, and I have not done with him." The reporter then called upon Sir William Pearce, of the firm of John Elder and Company, the shipbuilders, who asked him if he could give him the side of the story. The gentleman said: "The story told you by my assailant is nonsense. I have not been flogged. The man struck me with a stick, and slapped me. It is merely a case of blackmail. The gentleman said he had been assisted to destroy him by means of a charge he had brought against his daughter." The man who used to lodge in the house where the girl's father lived claims to be the daughter of a member of Parliament, a wine merchant, who was robbed by Sir William Pearce, not the father. He denied that the girl he had married had been betrayed by Pearce's agents. [957, 1342, 1106, 1590]
paragraph: PARIS, August 4.—The existence of cholera in Marseilles is now officially admitted. Horror prevails over the prospect of a repetition of last year's experience. The class of people there are mostly among the poor classes. The Portuguese Consul has succumbed to the disease. Minister Legrande and Dr. Brouardel have arrived here to organise a system of sanitation. The municipal authorities have conferred with the foreign Consuls here respecting the establishment of quarantine. The local doctors are not yet agreed as to what place Marseilles may thank for the return of the plague. Some think it was imported from Toulon. [957, 660, 1106, 789]
scandal-heading: ANOTHER LONDON SCANDAL. [978, 1242, 1085, 1268]
section-heading: National Bank of New Zealand. [816, 38, 929, 47]
chapter-heading: CHAPTER XIX. [54, 136, 106, 146]
dateline: LONDON, August 13. [719, 163, 788, 173]
paragraph: "Stop!" thundered Rupert, with a stamp of the foot that shook the very walls and caused even his father to quail. "For the love of Heaven, don't push me to the forgetting that you are my father!" [8, 1079, 152, 1126]
paragraph: "You dirty old wretch! you lie! and you know it!" [162, 450, 311, 469]
masthead [0, 0, 1114, 31]
paragraph: Sir Richard T. Cross, Home Secretary, moved, in the Houses of Commons, the second reading of the bill for housing the poor, and stated that the object of the measure was to prevent the overcrowding of people in dwellings, and also the overcrowding of houses within a particular area. [480, 1027, 629, 1092]
column-6 [798, 38, 947, 1553]
scandal-body [957, 1288, 1106, 1736]
